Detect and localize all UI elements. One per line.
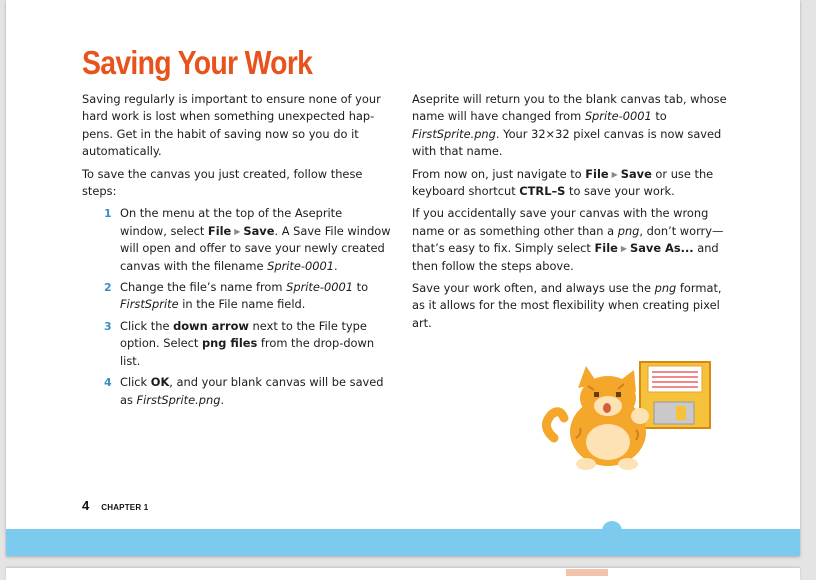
steps-list xyxy=(82,205,392,408)
right-column xyxy=(412,91,732,337)
next-page-marker xyxy=(566,569,608,576)
chapter-label: CHAPTER 1 xyxy=(101,503,149,512)
left-column xyxy=(82,91,392,413)
return-paragraph: Aseprite will return you to the blank canvas tab, whose name will have changed from Sprite-0001 to FirstSprite.png. Your 32×32 pixel canvas is now saved with that name. xyxy=(412,92,727,159)
step-number: 1 xyxy=(104,207,112,221)
page-number: 4 xyxy=(82,498,90,513)
step-2: 2 Change the file’s name from Sprite-0001 to FirstSprite in the File name field. xyxy=(104,280,369,312)
intro-paragraph: Saving regularly is important to ensure none of your hard work is lost when something unexpected hap-pens. Get in the habit of saving now so you do it automatically. xyxy=(82,92,381,159)
page-title: Saving Your Work xyxy=(82,44,313,81)
caret-right-icon: ▶ xyxy=(611,169,618,179)
floppy-disk-icon xyxy=(640,362,710,428)
step-3: 3 Click the down arrow next to the File type option. Select png files from the drop-down list. xyxy=(104,318,375,368)
shortcut-paragraph: From now on, just navigate to File ▶ Save or use the keyboard shortcut CTRL–S to save your work. xyxy=(412,166,714,199)
step-number: 4 xyxy=(104,376,112,390)
step-number: 3 xyxy=(104,319,112,333)
steps-intro: To save the canvas you just created, follow these steps: xyxy=(82,166,363,199)
cat-icon xyxy=(546,366,649,470)
document-page xyxy=(6,0,800,556)
wrong-name-paragraph: If you accidentally save your canvas with the wrong name or as something other than a png, don’t worry—that’s easy to fix. Simply select File ▶ Save As... and then follow the steps above. xyxy=(412,206,724,273)
caret-right-icon: ▶ xyxy=(234,226,241,236)
step-number: 2 xyxy=(104,281,112,295)
save-often-paragraph: Save your work often, and always use the png format, as it allows for the most flexibility when creating pixel art. xyxy=(412,281,722,330)
cat-floppy-disk-illustration xyxy=(536,356,716,472)
page-footer xyxy=(82,498,148,513)
caret-right-icon: ▶ xyxy=(620,244,628,254)
footer-band xyxy=(6,529,800,556)
next-page-edge xyxy=(6,568,800,580)
footer-band-bump xyxy=(602,521,622,541)
step-4: 4 Click OK, and your blank canvas will be saved as FirstSprite.png. xyxy=(104,375,384,407)
step-1: 1 On the menu at the top of the Aseprite window, select File ▶ Save. A Save File window will open and offer to save your newly created canvas with the filename Sprite-0001. xyxy=(104,206,391,273)
